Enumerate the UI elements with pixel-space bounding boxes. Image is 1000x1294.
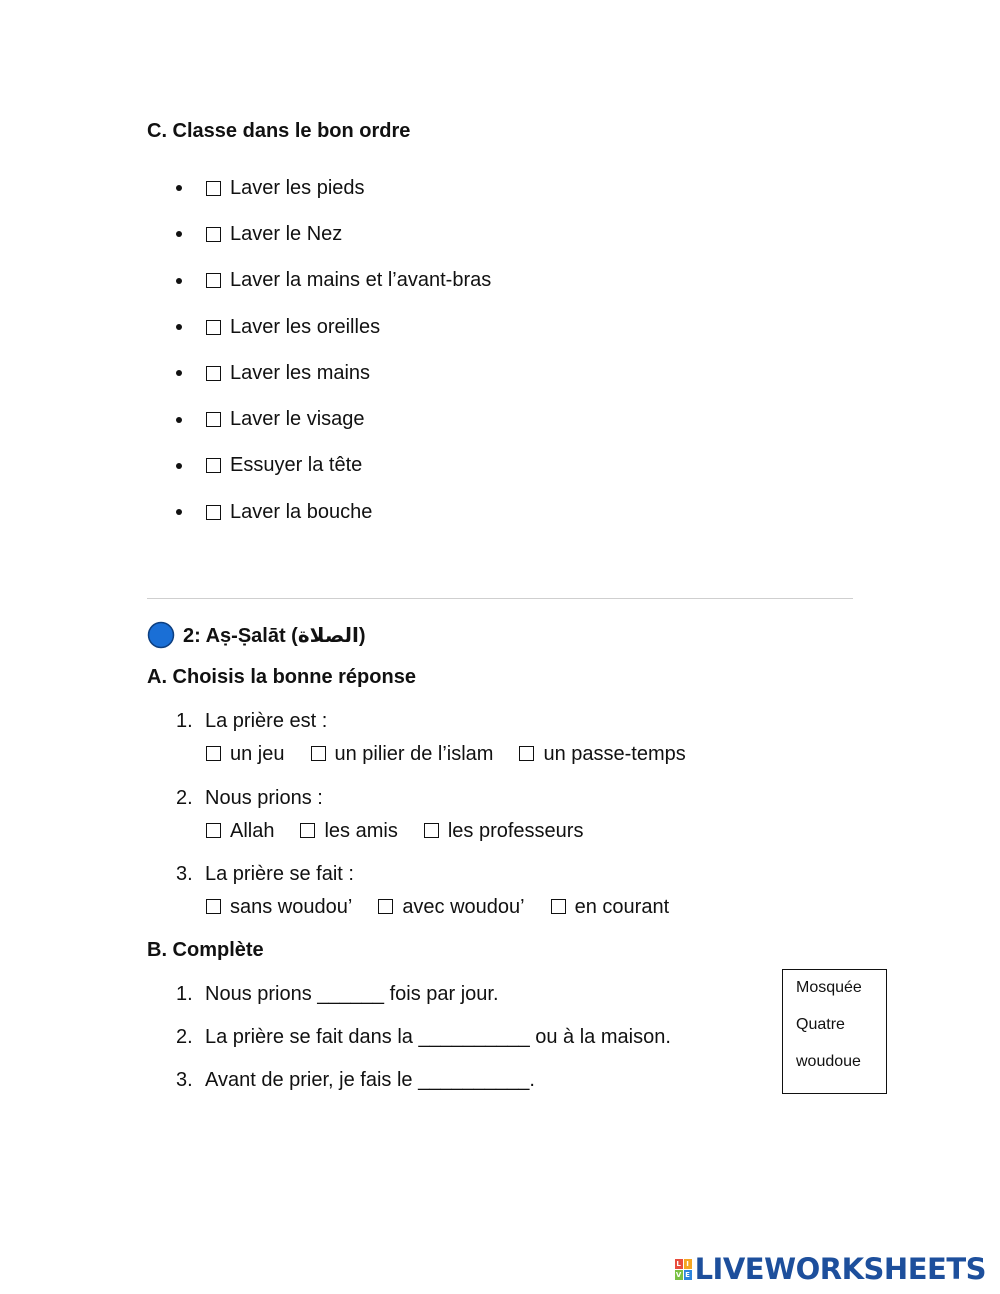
question-2 [176,787,323,810]
question-3 [176,863,354,886]
option[interactable]: les amis [300,820,397,843]
option[interactable]: un passe-temps [519,743,685,766]
checkbox[interactable] [206,273,221,288]
sentence-text: Avant de prier, je fais le __________. [205,1069,535,1091]
item-label: Laver les mains [230,361,371,384]
item-label: Laver la mains et l’avant-bras [230,269,492,292]
part-a-title: A. Choisis la bonne réponse [147,666,416,688]
checkbox[interactable] [206,181,221,196]
bullet-icon [176,324,182,330]
word-bank [782,969,887,1094]
checkbox[interactable] [378,899,393,914]
bullet-icon [176,417,182,423]
sentence-1: 1. Nous prions ______ fois par jour. [176,983,499,1005]
question-number: 2. [176,787,193,809]
order-list [176,165,776,535]
checkbox[interactable] [206,899,221,914]
list-item [176,211,776,257]
list-item [176,258,776,304]
option[interactable]: un jeu [206,743,285,766]
bullet-icon [176,278,182,284]
item-label: Laver les oreilles [230,315,381,338]
list-item [176,165,776,211]
logo-mark-icon: L I V E [675,1259,690,1279]
item-label: Laver le visage [230,408,365,431]
section-c-title: C. Classe dans le bon ordre [147,120,411,142]
question-1-options [206,743,712,766]
question-text: Nous prions : [205,787,323,809]
checkbox[interactable] [311,746,326,761]
bullet-icon [176,463,182,469]
option[interactable]: Allah [206,820,274,843]
item-label: Laver la bouche [230,500,373,523]
option[interactable]: avec woudou’ [378,896,524,919]
checkbox[interactable] [206,320,221,335]
checkbox[interactable] [206,366,221,381]
option[interactable]: les professeurs [424,820,584,843]
option[interactable]: sans woudou’ [206,896,352,919]
question-3-options [206,896,695,919]
checkbox[interactable] [551,899,566,914]
checkbox[interactable] [206,746,221,761]
blue-circle-icon [147,621,175,649]
sentence-2: 2. La prière se fait dans la __________ ou à la maison. [176,1026,671,1048]
bullet-icon [176,231,182,237]
list-item [176,350,776,396]
question-number: 1. [176,710,193,732]
section-divider [147,598,853,599]
checkbox[interactable] [206,227,221,242]
bullet-icon [176,185,182,191]
list-item [176,396,776,442]
checkbox[interactable] [206,823,221,838]
item-label: Laver le Nez [230,222,343,245]
bullet-icon [176,509,182,515]
question-text: La prière est : [205,710,328,732]
item-label: Laver les pieds [230,176,365,199]
item-label: Essuyer la tête [230,454,363,477]
section-2-title: 2: Aṣ-Ṣalāt (الصلاة) [183,624,366,647]
checkbox[interactable] [424,823,439,838]
sentence-text: La prière se fait dans la __________ ou à la maison. [205,1026,671,1048]
question-1 [176,710,327,733]
list-item [176,304,776,350]
list-item [176,489,776,535]
bullet-icon [176,370,182,376]
checkbox[interactable] [206,458,221,473]
word-bank-item: Quatre [796,1016,845,1033]
liveworksheets-logo [675,1252,986,1286]
question-number: 3. [176,863,193,885]
sentence-3: 3. Avant de prier, je fais le __________. [176,1069,535,1091]
list-item [176,443,776,489]
checkbox[interactable] [206,412,221,427]
question-2-options [206,820,609,843]
checkbox[interactable] [519,746,534,761]
option[interactable]: un pilier de l’islam [311,743,494,766]
section-2-header [147,621,366,649]
part-b-title: B. Complète [147,939,264,961]
option[interactable]: en courant [551,896,670,919]
question-text: La prière se fait : [205,863,354,885]
sentence-text: Nous prions ______ fois par jour. [205,983,499,1005]
word-bank-item: Mosquée [796,979,862,996]
checkbox[interactable] [300,823,315,838]
word-bank-item: woudoue [796,1053,861,1070]
checkbox[interactable] [206,505,221,520]
logo-text: LIVEWORKSHEETS [694,1252,986,1286]
